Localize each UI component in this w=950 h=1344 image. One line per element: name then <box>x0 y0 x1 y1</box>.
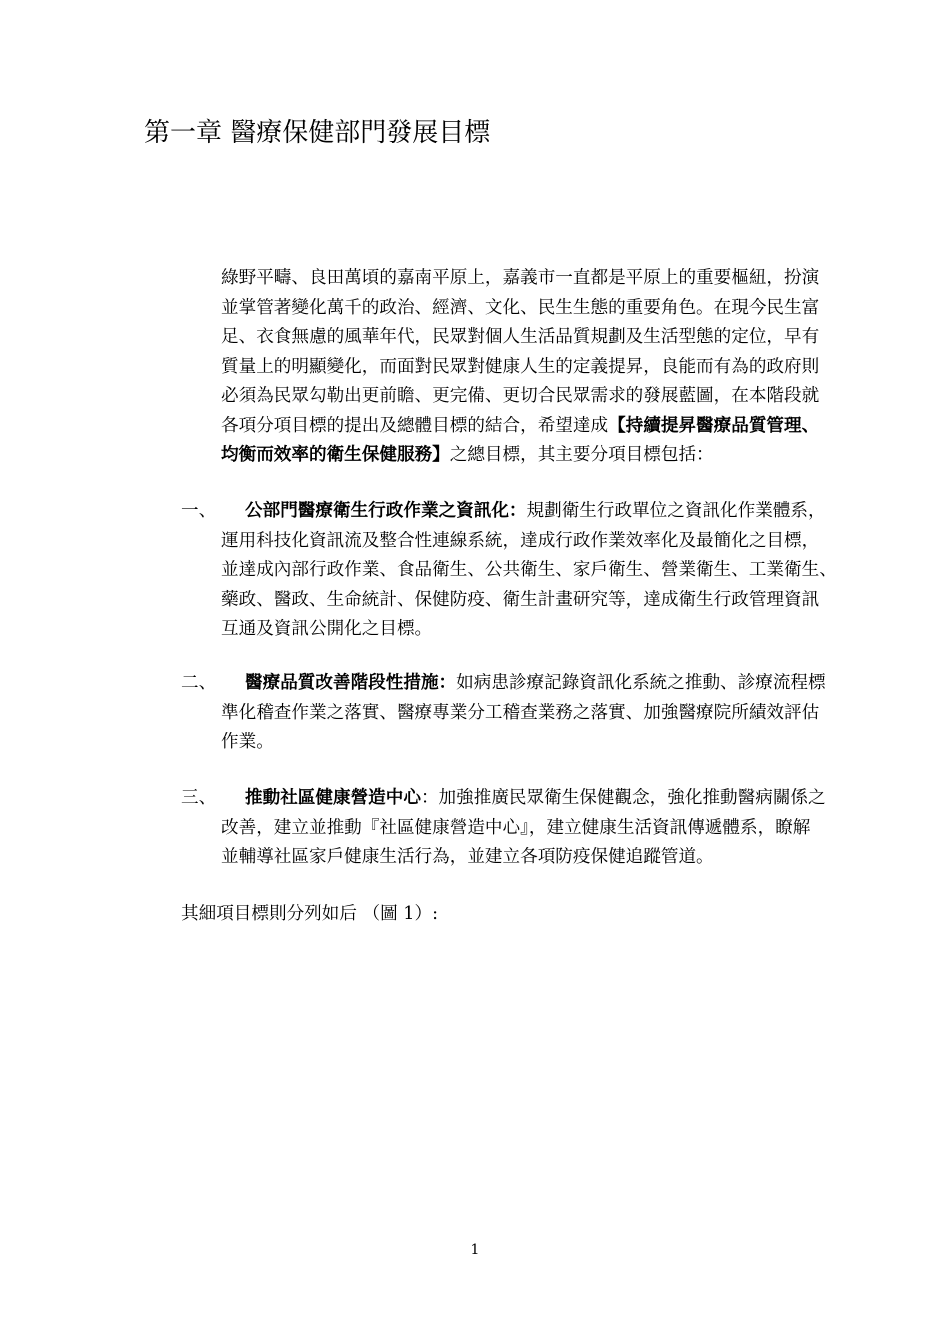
item-line: 準化稽查作業之落實、醫療專業分工稽查業務之落實、加強醫療院所績效評估 <box>221 702 820 723</box>
intro-line: 綠野平疇、良田萬頃的嘉南平原上，嘉義市一直都是平原上的重要樞紐，扮演 <box>221 268 820 288</box>
intro-text: 之總目標，其主要分項目標包括： <box>449 445 714 465</box>
chapter-title: 第一章 醫療保健部門發展目標 <box>144 118 491 148</box>
intro-line <box>221 412 871 442</box>
item-text: 規劃衛生行政單位之資訊化作業體系， <box>526 501 826 521</box>
item-line: 藥政、醫政、生命統計、保健防疫、衛生計畫研究等，達成衛生行政管理資訊 <box>221 589 820 610</box>
intro-paragraph <box>221 264 871 471</box>
item-heading: 推動社區健康營造中心 <box>245 788 421 808</box>
item-body <box>221 784 881 873</box>
item-line: 作業。 <box>221 732 274 752</box>
item-heading: 公部門醫療衛生行政作業之資訊化： <box>245 501 527 521</box>
item-body <box>221 497 881 645</box>
item-line: 並達成內部行政作業、食品衛生、公共衛生、家戶衛生、營業衛生、工業衛生、 <box>221 560 837 580</box>
item-first-line <box>221 497 881 527</box>
item-text: 如病患診療記錄資訊化系統之推動、診療流程標 <box>456 673 826 693</box>
closing-line: 其細項目標則分列如后 （圖 1）: <box>181 904 439 924</box>
intro-line: 必須為民眾勾勒出更前瞻、更完備、更切合民眾需求的發展藍圖，在本階段就 <box>221 386 820 406</box>
goal-emphasis: 【持續提昇醫療品質管理、 <box>608 415 820 436</box>
goal-emphasis: 均衡而效率的衛生保健服務】 <box>221 445 450 465</box>
item-number: 二、 <box>181 673 217 693</box>
item-first-line <box>221 784 881 814</box>
item-line: 改善，建立並推動『社區健康營造中心』，建立健康生活資訊傳遞體系，瞭解 <box>221 817 811 838</box>
item-line: 運用科技化資訊流及整合性連線系統，達成行政作業效率化及最簡化之目標， <box>221 530 820 551</box>
intro-line: 質量上的明顯變化，而面對民眾對健康人生的定義提昇，良能而有為的政府則 <box>221 356 820 377</box>
intro-text: 各項分項目標的提出及總體目標的結合，希望達成 <box>221 415 609 436</box>
item-line: 並輔導社區家戶健康生活行為，並建立各項防疫保健追蹤管道。 <box>221 847 714 867</box>
item-line: 互通及資訊公開化之目標。 <box>221 619 433 639</box>
page-number: 1 <box>470 1242 480 1258</box>
intro-line <box>221 441 871 471</box>
item-body <box>221 669 881 758</box>
intro-line: 並掌管著變化萬千的政治、經濟、文化、民生生態的重要角色。在現今民生富 <box>221 297 820 318</box>
item-first-line <box>221 669 881 699</box>
intro-line: 足、衣食無慮的風華年代，民眾對個人生活品質規劃及生活型態的定位，早有 <box>221 327 820 347</box>
item-number: 一、 <box>181 501 217 521</box>
item-number: 三、 <box>181 788 217 808</box>
item-text: ：加強推廣民眾衛生保健觀念，強化推動醫病關係之 <box>420 788 826 808</box>
item-heading: 醫療品質改善階段性措施： <box>245 673 457 693</box>
